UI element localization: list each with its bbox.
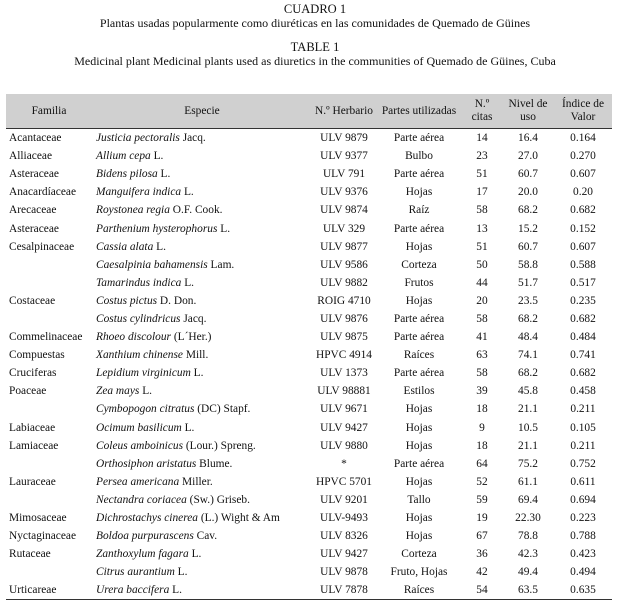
species-author: (L.) Wight & Am [197, 512, 280, 525]
familia-cell: Cesalpinaceae [9, 240, 75, 253]
indice-cell: 0.423 [570, 548, 596, 561]
familia-cell [6, 274, 92, 292]
nivel-cell: 21.1 [518, 403, 538, 416]
species-author: L. [190, 367, 204, 380]
familia-cell: Urticareae [6, 581, 92, 600]
table-title: Medicinal plant Medicinal plants used as diuretics in the communities of Quemado de Güines, Cuba [74, 54, 556, 68]
species-author: Miller. [179, 475, 213, 488]
partes-cell: Hojas [405, 421, 433, 434]
scientific-name: Tamarindus indica [96, 276, 182, 289]
citas-cell: 17 [476, 186, 488, 199]
indice-cell: 0.494 [570, 566, 596, 579]
familia-cell [6, 491, 92, 509]
species-author: Blume. [196, 457, 233, 470]
citas-cell: 42 [476, 566, 488, 579]
especie-cell [92, 310, 312, 328]
herbario-cell: ULV 9879 [320, 132, 368, 145]
indice-cell: 0.152 [570, 222, 596, 235]
herbario-cell: ULV 7878 [312, 581, 376, 600]
nivel-cell: 22.30 [515, 512, 541, 525]
scientific-name: Citrus aurantium [96, 566, 175, 579]
scientific-name: Roystonea regia [96, 204, 170, 217]
indice-cell: 0.607 [570, 240, 596, 253]
familia-cell: Rutaceae [9, 548, 51, 561]
citas-cell: 51 [476, 240, 488, 253]
species-author: Cav. [193, 530, 218, 543]
herbario-cell: ULV 9377 [320, 150, 368, 163]
partes-cell: Hojas [405, 439, 433, 452]
species-author: Lam. [207, 258, 235, 271]
partes-cell: Parte aérea [393, 367, 445, 380]
citas-cell: 64 [476, 457, 488, 470]
nivel-cell: 60.7 [518, 168, 538, 181]
species-author: Mill. [183, 349, 209, 362]
col-header-indice: Índice de Valor [554, 94, 612, 129]
familia-cell: Labiaceae [9, 421, 56, 434]
species-author: L. [188, 548, 202, 561]
citas-cell: 36 [476, 548, 488, 561]
species-author: L. [181, 276, 194, 289]
nivel-cell: 69.4 [518, 493, 538, 506]
table-row [6, 238, 612, 256]
table-row [6, 455, 612, 473]
col-header-familia: Familia [6, 94, 92, 129]
scientific-name: Caesalpinia bahamensis [96, 258, 208, 271]
species-author: L. [181, 186, 194, 199]
herbario-cell: ULV 8326 [320, 530, 368, 543]
table-label: TABLE 1 [290, 40, 340, 54]
indice-cell: 0.164 [570, 132, 596, 145]
especie-cell [92, 509, 312, 527]
table-row [6, 509, 612, 527]
partes-cell: Raíz [408, 204, 430, 217]
especie-cell [92, 274, 312, 292]
nivel-cell: 45.8 [518, 385, 538, 398]
nivel-cell: 58.8 [518, 258, 538, 271]
table-row [6, 292, 612, 310]
document-page [0, 2, 630, 614]
nivel-cell: 20.0 [518, 186, 538, 199]
herbario-cell: ULV 9878 [320, 566, 368, 579]
herbario-cell: ULV 791 [322, 168, 366, 181]
familia-cell: Asteraceae [9, 222, 59, 235]
indice-cell: 0.20 [573, 186, 593, 199]
species-author: (DC) Stapf. [194, 403, 251, 416]
table-body [6, 129, 612, 600]
species-author: L. [157, 168, 171, 181]
familia-cell [6, 256, 92, 274]
indice-cell: 0.752 [570, 457, 596, 470]
table-row [6, 256, 612, 274]
scientific-name: Nectandra coriacea [96, 493, 187, 506]
indice-cell: 0.588 [570, 258, 596, 271]
col-header-especie: Especie [92, 94, 312, 129]
scientific-name: Ocimum basilicum [96, 421, 182, 434]
citas-cell: 44 [476, 276, 488, 289]
herbario-cell: ULV 9874 [320, 204, 368, 217]
col-header-citas: N.º citas [462, 94, 502, 129]
col-header-nivel: Nivel de uso [502, 94, 554, 129]
especie-cell [92, 419, 312, 437]
table-row [6, 147, 612, 165]
table-row [6, 545, 612, 563]
table-row [6, 129, 612, 148]
partes-cell: Corteza [401, 548, 437, 561]
indice-cell: 0.517 [570, 276, 596, 289]
familia-cell: Compuestas [9, 349, 65, 362]
especie-cell [92, 165, 312, 183]
species-author: D. Don. [157, 294, 197, 307]
species-author: (Sw.) Griseb. [186, 493, 250, 506]
especie-cell [92, 346, 312, 364]
especie-cell [92, 563, 312, 581]
indice-cell: 0.788 [570, 530, 596, 543]
partes-cell: Parte aérea [393, 168, 445, 181]
herbario-cell: ULV 329 [322, 222, 366, 235]
partes-cell: Raíces [403, 349, 435, 362]
table-row [6, 382, 612, 400]
scientific-name: Boldoa purpurascens [96, 530, 194, 543]
partes-cell: Estilos [403, 385, 435, 398]
indice-cell: 0.211 [570, 403, 596, 416]
familia-cell: Lamiaceae [9, 439, 59, 452]
species-author: L. [174, 566, 188, 579]
species-author: L. [153, 240, 166, 253]
nivel-cell: 16.4 [518, 132, 538, 145]
scientific-name: Cassia alata [96, 240, 154, 253]
familia-cell: Nyctaginaceae [9, 530, 77, 543]
table-row [6, 165, 612, 183]
partes-cell: Hojas [405, 186, 433, 199]
species-author: L. [169, 584, 182, 597]
table-row [6, 328, 612, 346]
cuadro-label: CUADRO 1 [283, 2, 347, 16]
citas-cell: 67 [476, 530, 488, 543]
citas-cell: 23 [476, 150, 488, 163]
scientific-name: Lepidium virginicum [96, 367, 191, 380]
scientific-name: Xanthium chinense [96, 349, 183, 362]
partes-cell: Parte aérea [393, 132, 445, 145]
indice-cell: 0.235 [570, 294, 596, 307]
citas-cell: 58 [476, 204, 488, 217]
nivel-cell: 68.2 [518, 204, 538, 217]
especie-cell [92, 545, 312, 563]
herbario-cell: ULV 9882 [320, 276, 368, 289]
especie-cell [92, 292, 312, 310]
table-row [6, 400, 612, 418]
especie-cell [92, 527, 312, 545]
cuadro-title: Plantas usadas popularmente como diuréticas en las comunidades de Quemado de Güines [99, 16, 531, 30]
partes-cell: Hojas [405, 475, 433, 488]
herbario-cell: ULV 9427 [320, 421, 368, 434]
indice-cell: 0.694 [570, 493, 596, 506]
table-row [6, 437, 612, 455]
nivel-cell: 68.2 [518, 312, 538, 325]
nivel-cell: 27.0 [518, 150, 538, 163]
nivel-cell: 74.1 [518, 349, 538, 362]
scientific-name: Zea mays [96, 385, 140, 398]
citas-cell: 52 [476, 475, 488, 488]
scientific-name: Costus pictus [96, 294, 158, 307]
diuretic-plants-table [6, 94, 612, 600]
scientific-name: Coleus amboinicus [96, 439, 184, 452]
scientific-name: Bidens pilosa [96, 168, 158, 181]
table-row [6, 527, 612, 545]
familia-cell: Commelinaceae [9, 331, 83, 344]
herbario-cell: ROIG 4710 [317, 294, 371, 307]
nivel-cell: 15.2 [518, 222, 538, 235]
indice-cell: 0.223 [570, 512, 596, 525]
species-author: (Lour.) Spreng. [183, 439, 256, 452]
table-row [6, 201, 612, 219]
partes-cell: Frutos [404, 276, 434, 289]
especie-cell [92, 382, 312, 400]
nivel-cell: 49.4 [518, 566, 538, 579]
herbario-cell: ULV 9586 [320, 258, 368, 271]
scientific-name: Rhoeo discolour [96, 331, 171, 344]
indice-cell: 0.211 [570, 439, 596, 452]
indice-cell: 0.635 [554, 581, 612, 600]
species-author: (L´Her.) [170, 331, 212, 344]
especie-cell [92, 437, 312, 455]
herbario-cell: ULV-9493 [320, 512, 368, 525]
table-row [6, 364, 612, 382]
partes-cell: Hojas [405, 512, 433, 525]
familia-cell: Poaceae [9, 385, 47, 398]
indice-cell: 0.741 [570, 349, 596, 362]
nivel-cell: 51.7 [518, 276, 538, 289]
herbario-cell: HPVC 4914 [315, 349, 372, 362]
nivel-cell: 42.3 [518, 548, 538, 561]
col-header-partes: Partes utilizadas [376, 94, 462, 129]
indice-cell: 0.270 [570, 150, 596, 163]
indice-cell: 0.458 [570, 385, 596, 398]
familia-cell [6, 455, 92, 473]
indice-cell: 0.682 [570, 312, 596, 325]
indice-cell: 0.611 [570, 475, 596, 488]
especie-cell [92, 238, 312, 256]
scientific-name: Costus cylindricus [96, 312, 181, 325]
herbario-cell: ULV 1373 [320, 367, 368, 380]
col-header-herbario: N.º Herbario [312, 94, 376, 129]
citas-cell: 54 [462, 581, 502, 600]
familia-cell: Arecaceae [9, 204, 57, 217]
nivel-cell: 23.5 [518, 294, 538, 307]
citas-cell: 20 [476, 294, 488, 307]
citas-cell: 39 [476, 385, 488, 398]
table-row [6, 219, 612, 237]
nivel-cell: 75.2 [518, 457, 538, 470]
scientific-name: Persea americana [96, 475, 180, 488]
herbario-cell: ULV 9875 [320, 331, 368, 344]
nivel-cell: 10.5 [518, 421, 538, 434]
citas-cell: 59 [476, 493, 488, 506]
familia-cell: Anacardíaceae [9, 186, 77, 199]
especie-cell [92, 183, 312, 201]
partes-cell: Raíces [376, 581, 462, 600]
scientific-name: Allium cepa [96, 150, 151, 163]
especie-cell [92, 581, 312, 600]
citas-cell: 19 [476, 512, 488, 525]
herbario-cell: ULV 9880 [320, 439, 368, 452]
partes-cell: Parte aérea [393, 331, 445, 344]
citas-cell: 13 [476, 222, 488, 235]
partes-cell: Hojas [405, 530, 433, 543]
table-row [6, 563, 612, 581]
citas-cell: 14 [476, 132, 488, 145]
citas-cell: 51 [476, 168, 488, 181]
indice-cell: 0.607 [570, 168, 596, 181]
citas-cell: 18 [476, 439, 488, 452]
herbario-cell: ULV 9671 [320, 403, 368, 416]
scientific-name: Manguifera indica [96, 186, 182, 199]
especie-cell [92, 364, 312, 382]
species-author: L. [150, 150, 164, 163]
especie-cell [92, 129, 312, 148]
indice-cell: 0.484 [570, 331, 596, 344]
table-row [6, 581, 612, 600]
citas-cell: 58 [476, 367, 488, 380]
partes-cell: Hojas [405, 240, 433, 253]
partes-cell: Bulbo [405, 150, 433, 163]
species-author: O.F. Cook. [169, 204, 223, 217]
citas-cell: 41 [476, 331, 488, 344]
citas-cell: 50 [476, 258, 488, 271]
especie-cell [92, 473, 312, 491]
scientific-name: Dichrostachys cinerea [96, 512, 198, 525]
species-author: L. [217, 222, 231, 235]
familia-cell: Costaceae [9, 294, 56, 307]
nivel-cell: 68.2 [518, 367, 538, 380]
citas-cell: 63 [476, 349, 488, 362]
partes-cell: Hojas [405, 294, 433, 307]
table-row [6, 346, 612, 364]
scientific-name: Justicia pectoralis [96, 132, 180, 145]
citas-cell: 18 [476, 403, 488, 416]
partes-cell: Corteza [401, 258, 437, 271]
indice-cell: 0.682 [570, 367, 596, 380]
partes-cell: Hojas [405, 403, 433, 416]
familia-cell [6, 310, 92, 328]
familia-cell [6, 400, 92, 418]
citas-cell: 58 [476, 312, 488, 325]
scientific-name: Orthosiphon aristatus [96, 457, 197, 470]
nivel-cell: 78.8 [518, 530, 538, 543]
familia-cell: Mimosaceae [9, 512, 67, 525]
especie-cell [92, 328, 312, 346]
nivel-cell: 21.1 [518, 439, 538, 452]
species-author: Jacq. [180, 312, 207, 325]
familia-cell: Alliaceae [9, 150, 52, 163]
especie-cell [92, 147, 312, 165]
table-row [6, 473, 612, 491]
herbario-cell: ULV 9376 [320, 186, 368, 199]
table-row [6, 310, 612, 328]
indice-cell: 0.682 [570, 204, 596, 217]
especie-cell [92, 491, 312, 509]
familia-cell: Asteraceae [9, 168, 59, 181]
partes-cell: Parte aérea [393, 312, 445, 325]
nivel-cell: 63.5 [502, 581, 554, 600]
indice-cell: 0.105 [570, 421, 596, 434]
scientific-name: Cymbopogon citratus [96, 403, 195, 416]
familia-cell: Cruciferas [9, 367, 57, 380]
familia-cell: Lauraceae [9, 475, 56, 488]
partes-cell: Parte aérea [393, 222, 445, 235]
partes-cell: Fruto, Hojas [390, 566, 448, 579]
scientific-name: Zanthoxylum fagara [96, 548, 189, 561]
partes-cell: Parte aérea [393, 457, 445, 470]
herbario-cell: ULV 9877 [320, 240, 368, 253]
table-row [6, 183, 612, 201]
familia-cell: Acantaceae [9, 132, 62, 145]
nivel-cell: 61.1 [518, 475, 538, 488]
especie-cell [92, 455, 312, 473]
nivel-cell: 60.7 [518, 240, 538, 253]
table-row [6, 491, 612, 509]
herbario-cell: ULV 9876 [320, 312, 368, 325]
especie-cell [92, 201, 312, 219]
scientific-name: Parthenium hysterophorus [96, 222, 218, 235]
especie-cell [92, 219, 312, 237]
especie-cell [92, 256, 312, 274]
species-author: L. [181, 421, 195, 434]
herbario-cell: * [341, 457, 347, 470]
nivel-cell: 48.4 [518, 331, 538, 344]
partes-cell: Tallo [407, 493, 431, 506]
species-author: Jacq. [179, 132, 206, 145]
especie-cell [92, 400, 312, 418]
scientific-name: Urera baccifera [96, 584, 170, 597]
citas-cell: 9 [479, 421, 485, 434]
table-header-row [6, 94, 612, 129]
species-author: L. [139, 385, 152, 398]
table-row [6, 419, 612, 437]
herbario-cell: HPVC 5701 [315, 475, 372, 488]
table-row [6, 274, 612, 292]
herbario-cell: ULV 9201 [320, 493, 368, 506]
herbario-cell: ULV 9427 [320, 548, 368, 561]
familia-cell [6, 563, 92, 581]
herbario-cell: ULV 98881 [317, 385, 371, 398]
